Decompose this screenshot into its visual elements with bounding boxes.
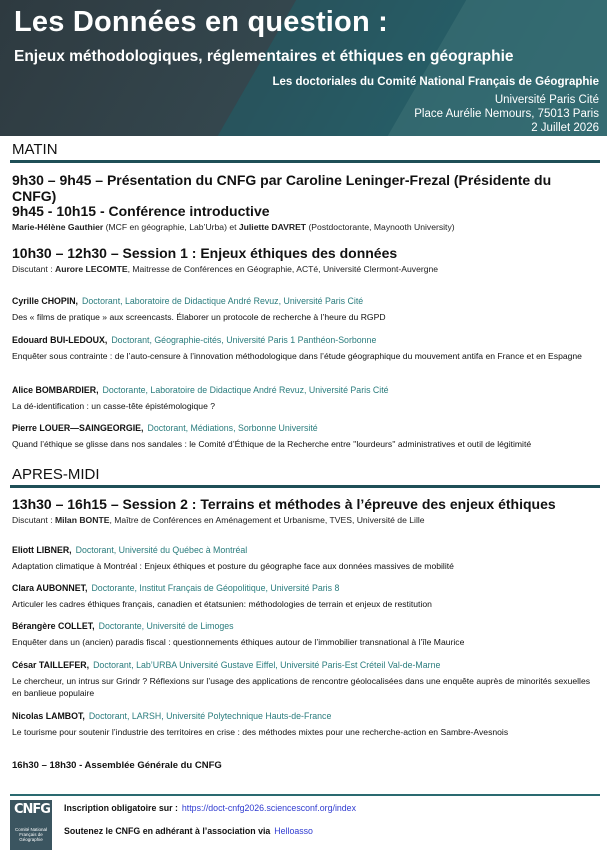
talk-title: Des « films de pratique » aux screencasts. Élaborer un protocole de recherche à l’heure du RGPD [12,312,386,322]
registration-line [64,803,356,813]
footer-divider [10,794,600,796]
keynote-heading: 9h45 - 10h15 - Conférence introductive [12,203,270,219]
address: Place Aurélie Nemours, 75013 Paris [414,108,599,120]
section-label: APRES-MIDI [12,466,100,483]
speaker-name: Bérangère COLLET, [12,621,95,631]
registration-label: Inscription obligatoire sur : [64,803,178,813]
talk-item [12,540,598,573]
keynote-speakers [12,222,598,232]
talk-item [12,418,598,451]
speaker-name: Juliette DAVRET [238,222,307,232]
assembly-item [12,760,598,771]
session-2-block [12,496,598,525]
venue: Université Paris Cité [494,94,599,106]
section-divider [10,160,600,163]
opening-item [12,172,598,204]
speaker-affiliation: Doctorant, Géographie-cités, Université Paris 1 Panthéon-Sorbonne [111,335,377,345]
logo-letters: CNFG [14,802,50,817]
opening-heading: 9h30 – 9h45 – Présentation du CNFG par Caroline Leninger-Frezal (Présidente du CNFG) [12,172,552,204]
speaker-affiliation: Doctorant, LARSH, Université Polytechnique Hauts-de-France [88,711,332,721]
talk-title: Quand l’éthique se glisse dans nos sandales : le Comité d’Éthique de la Recherche entre ''lourdeurs'' administratives et outil de légitimité [12,439,532,449]
talk-item [12,291,598,324]
speaker-name: Eliott LIBNER, [12,545,72,555]
speaker-affiliation: Doctorante, Université de Limoges [98,621,234,631]
talk-title: Le tourisme pour soutenir l’industrie des territoires en crise : des méthodes mixtes pour une recherche-action en Sambre-Avesnois [12,727,509,737]
speaker-name: Cyrille CHOPIN, [12,296,78,306]
talk-item [12,616,598,649]
session-1-block [12,245,598,274]
section-divider [10,485,600,488]
talk-item [12,706,598,739]
organizer: Les doctoriales du Comité National Français de Géographie [272,76,599,88]
discussant-name: Milan BONTE [55,515,110,525]
speaker-name: Clara AUBONNET, [12,583,88,593]
header-banner [0,0,607,136]
support-line [64,826,313,836]
speaker-affiliation: Doctorant, Médiations, Sorbonne Université [147,423,318,433]
speaker-name: Marie-Hélène Gauthier [12,222,104,232]
session-1-heading: 10h30 – 12h30 – Session 1 : Enjeux éthiques des données [12,245,398,261]
talk-title: Enquêter dans un (ancien) paradis fiscal : questionnements éthiques autour de l’immobilier transnational à l’île Maurice [12,637,465,647]
speaker-name: Edouard BUI-LEDOUX, [12,335,108,345]
cnfg-logo [10,800,52,850]
talk-title: La dé-identification : un casse-tête épistémologique ? [12,401,216,411]
discussant-label: Discutant : [12,515,55,525]
talk-title: Enquêter sous contrainte : de l’auto-censure à l’innovation méthodologique dans l’étude géographique du mouvement antifa en France et en Espagne [12,351,582,361]
speaker-affiliation: Doctorant, Laboratoire de Didactique André Revuz, Université Paris Cité [82,296,364,306]
discussant-role: , Maître de Conférences en Aménagement et Urbanisme, TVES, Université de Lille [109,515,425,525]
logo-text: Comité National Français de Géographie [14,827,47,842]
discussant [12,515,598,525]
talk-item [12,380,598,413]
session-2-heading: 13h30 – 16h15 – Session 2 : Terrains et méthodes à l’épreuve des enjeux éthiques [12,496,556,512]
keynote-block [12,203,598,232]
speaker-name: Pierre LOUER—SAINGEORGIE, [12,423,144,433]
speaker-role: (Postdoctorante, Maynooth University) [306,222,455,232]
support-label: Soutenez le CNFG en adhérant à l’association via [64,826,271,836]
talk-title: Le chercheur, un intrus sur Grindr ? Réflexions sur l’usage des applications de rencontre géolocalisées dans une enquête auprès de minorités sexuelles en banlieue populaire [12,676,591,698]
speaker-name: Alice BOMBARDIER, [12,385,99,395]
discussant-role: , Maitresse de Conférences en Géographie, ACTé, Université Clermont-Auvergne [127,264,439,274]
speaker-affiliation: Doctorante, Laboratoire de Didactique André Revuz, Université Paris Cité [102,385,389,395]
speaker-affiliation: Doctorant, Lab’URBA Université Gustave Eiffel, Université Paris-Est Créteil Val-de-Marne [93,660,441,670]
talk-item [12,578,598,611]
assembly-heading: 16h30 – 18h30 - Assemblée Générale du CNFG [12,760,222,771]
talk-item [12,330,598,363]
speaker-name: Nicolas LAMBOT, [12,711,85,721]
helloasso-link[interactable]: Helloasso [274,826,313,836]
event-date: 2 Juillet 2026 [531,122,599,134]
discussant [12,264,598,274]
registration-link[interactable]: https://doct-cnfg2026.sciencesconf.org/index [181,803,356,813]
speaker-affiliation: Doctorante, Institut Français de Géopolitique, Université Paris 8 [91,583,340,593]
talk-title: Articuler les cadres éthiques français, canadien et étatsunien: méthodologies de terrain et enjeux de restitution [12,599,432,609]
page-subtitle: Enjeux méthodologiques, réglementaires et éthiques en géographie [14,48,514,65]
section-afternoon-heading [12,466,598,483]
page-title: Les Données en question : [14,6,388,38]
discussant-label: Discutant : [12,264,55,274]
talk-title: Adaptation climatique à Montréal : Enjeux éthiques et posture du géographe face aux données massives de mobilité [12,561,454,571]
speaker-affiliation: Doctorant, Université du Québec à Montréal [75,545,248,555]
section-morning-heading [12,141,598,158]
talk-item [12,655,598,699]
speaker-name: César TAILLEFER, [12,660,90,670]
section-label: MATIN [12,141,58,158]
speaker-role: (MCF en géographie, Lab’Urba) et [103,222,239,232]
discussant-name: Aurore LECOMTE [55,264,128,274]
